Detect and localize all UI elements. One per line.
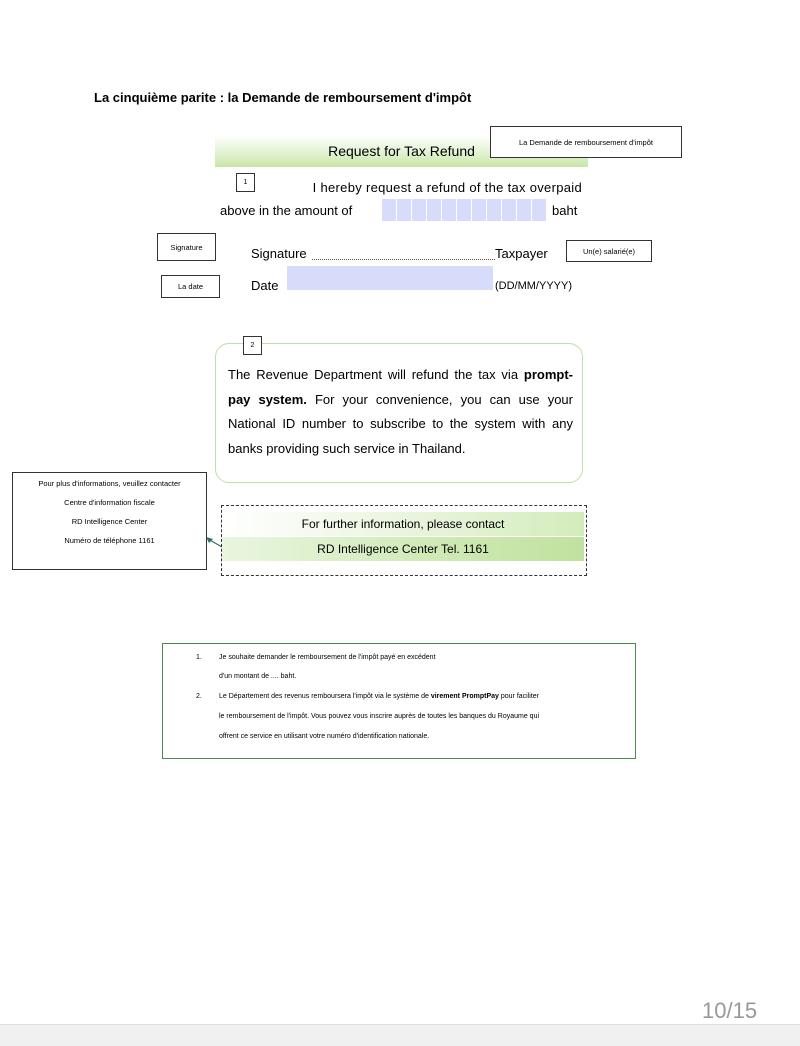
contact-fr-line: Centre d'information fiscale [64, 498, 155, 507]
currency-label: baht [552, 203, 578, 218]
refund-info-bold: prompt-pay system. [228, 367, 573, 407]
item-1-line-1: Je souhaite demander le remboursement de l'impôt payé en excédent [219, 654, 436, 661]
contact-line-2: RD Intelligence Center Tel. 1161 [317, 542, 489, 556]
date-format-hint: (DD/MM/YYYY) [495, 280, 572, 292]
callout-title-fr: La Demande de remboursement d'impôt [490, 126, 682, 158]
contact-fr-line: Pour plus d'informations, veuillez contacter [38, 479, 181, 488]
bottom-scroll-bar[interactable] [0, 1024, 800, 1046]
section-2-number: 2 [243, 336, 262, 355]
item-2-number: 2. [196, 693, 202, 700]
callout-contact-fr [12, 472, 207, 570]
signature-line[interactable] [312, 259, 495, 260]
request-line-2: above in the amount of [220, 203, 353, 218]
section-1-number: 1 [236, 173, 255, 192]
callout-signature-fr: Signature [157, 233, 216, 261]
item-1-number: 1. [196, 654, 202, 661]
request-line-1: I hereby request a refund of the tax overpaid [312, 180, 582, 195]
callout-date-fr: La date [161, 275, 220, 298]
taxpayer-label: Taxpayer [495, 246, 548, 261]
page-heading: La cinquième parite : la Demande de remboursement d'impôt [94, 90, 472, 105]
page-indicator: 10/15 [702, 998, 758, 1023]
amount-input[interactable] [382, 199, 547, 221]
contact-line-1: For further information, please contact [301, 517, 505, 531]
callout-taxpayer-fr: Un(e) salarié(e) [566, 240, 652, 262]
signature-label: Signature [251, 246, 307, 261]
item-2-bold: virement PromptPay [430, 693, 499, 700]
item-2-line-3: offrent ce service en utilisant votre numéro d'identification nationale. [219, 733, 430, 740]
item-1-line-2: d'un montant de .... baht. [219, 673, 297, 680]
refund-info-text: The Revenue Department will refund the tax via prompt-pay system. For your convenience, you can use your National ID number to subscribe to the system with any banks providing such service in Thailand. [228, 367, 573, 456]
contact-fr-line: RD Intelligence Center [71, 517, 148, 526]
item-2-line-2: le remboursement de l'impôt. Vous pouvez vous inscrire auprès de toutes les banques du Royaume qui [219, 713, 540, 720]
form-title: Request for Tax Refund [215, 135, 588, 167]
date-label: Date [251, 278, 279, 293]
item-2-line-1: Le Département des revenus remboursera l'impôt via le système de virement PromptPay pour faciliter [219, 693, 539, 700]
translation-box [162, 643, 636, 759]
contact-fr-line: Numéro de téléphone 1161 [64, 536, 155, 545]
date-input[interactable] [287, 266, 493, 290]
